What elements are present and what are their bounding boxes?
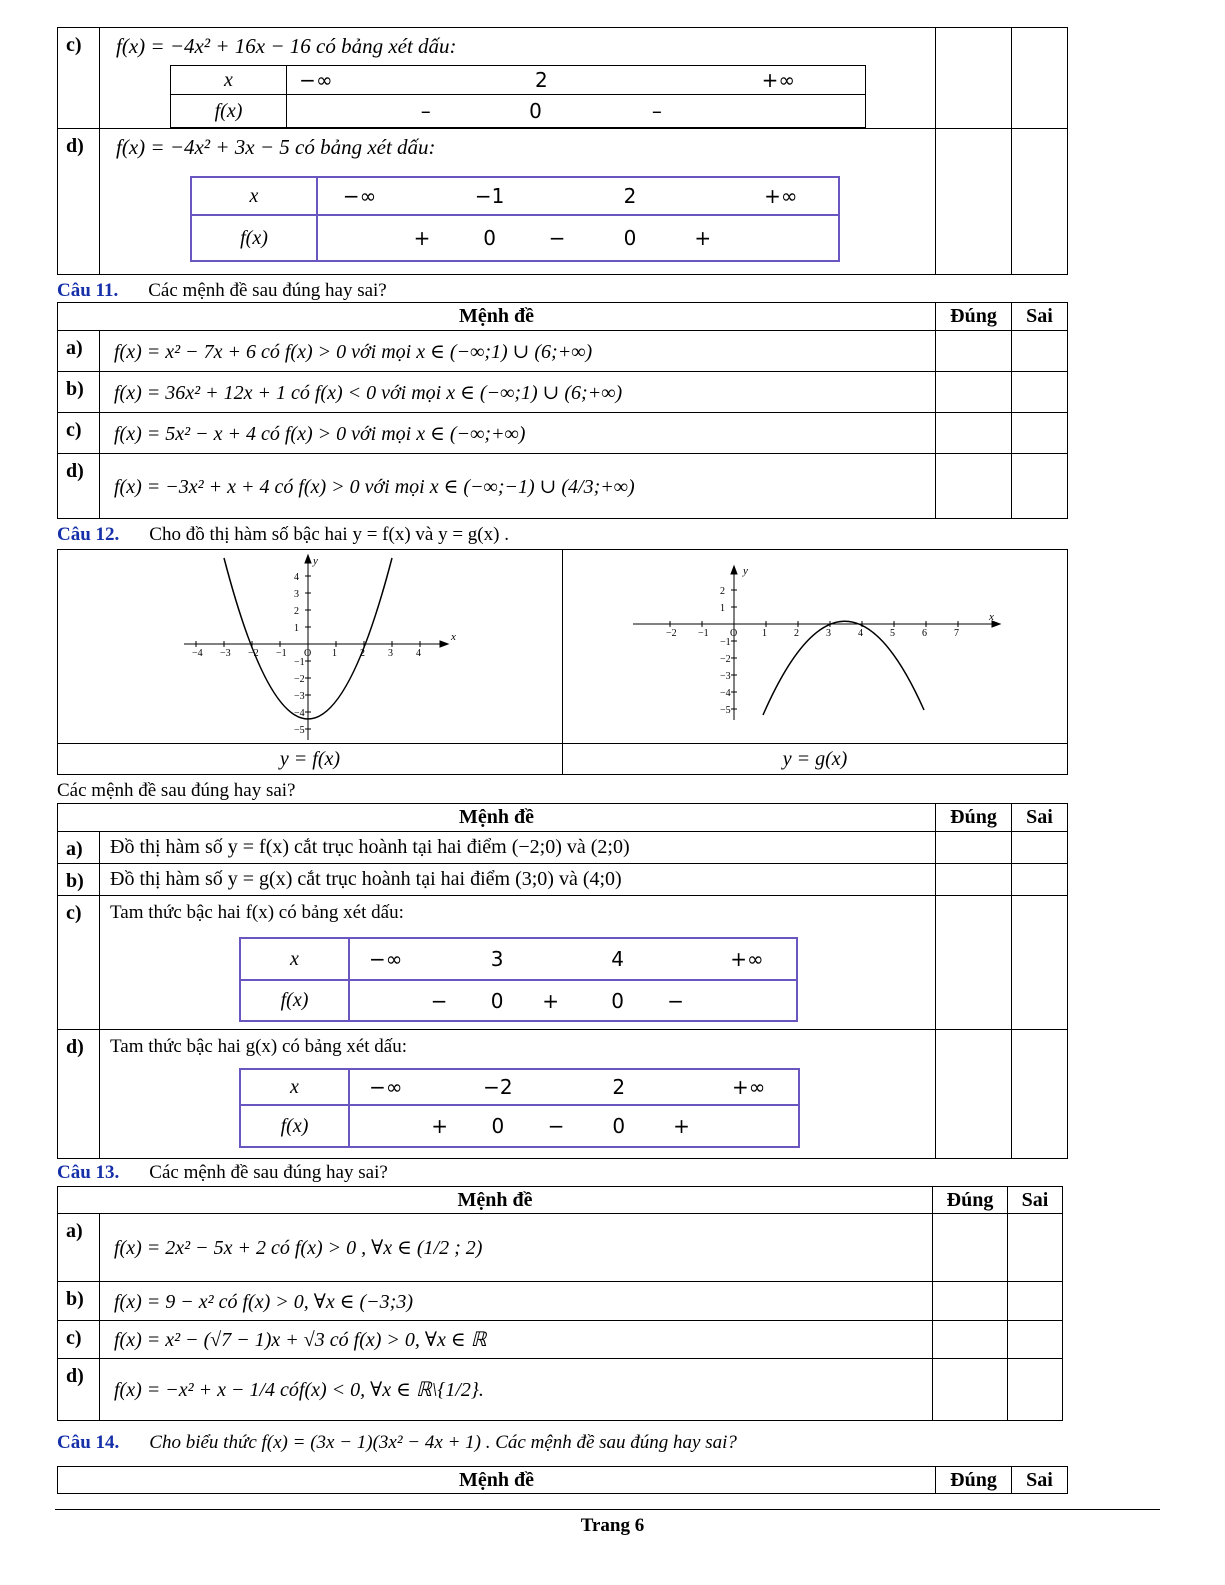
header-true: Đúng	[936, 303, 1012, 331]
x-tick-label: 1	[762, 628, 767, 639]
x-header: x	[171, 66, 287, 95]
true-cell[interactable]	[936, 28, 1012, 129]
sign-value: 0	[491, 1114, 505, 1138]
question-prompt: Các mệnh đề sau đúng hay sai?	[148, 280, 387, 301]
x-header: x	[240, 938, 349, 980]
graph-g	[563, 550, 1066, 744]
header-false: Sai	[1012, 804, 1068, 832]
x-value: −∞	[299, 68, 333, 92]
false-cell[interactable]	[1012, 864, 1068, 896]
graph-g-caption: y = g(x)	[563, 744, 1068, 775]
x-value: 3	[490, 947, 504, 971]
x-value: −∞	[368, 947, 403, 971]
x-tick-label: 6	[922, 628, 927, 639]
row-label: a)	[58, 832, 100, 864]
header-false: Sai	[1012, 1467, 1068, 1494]
true-cell[interactable]	[933, 1321, 1008, 1359]
row-label: b)	[58, 1282, 100, 1321]
true-cell[interactable]	[936, 372, 1012, 413]
x-tick-label: −1	[698, 628, 709, 639]
sign-value: −	[547, 1114, 565, 1138]
true-cell[interactable]	[933, 1359, 1008, 1421]
graph-f	[58, 550, 561, 744]
y-tick-label: −3	[720, 671, 731, 682]
sign-table-q12d	[239, 1068, 800, 1148]
question-number: Câu 14.	[57, 1432, 120, 1453]
false-cell[interactable]	[1012, 28, 1068, 129]
statement-text: f(x) = 2x² − 5x + 2 có f(x) > 0 , ∀x ∈ (1/2 ; 2)	[100, 1214, 933, 1282]
y-tick-label: −4	[720, 688, 731, 699]
q13-table	[57, 1186, 1063, 1421]
x-value: −2	[483, 1075, 513, 1099]
sign-value: 0	[483, 226, 496, 250]
row-label: b)	[58, 864, 100, 896]
row-label: c)	[58, 896, 100, 1030]
y-tick-label: 4	[294, 572, 299, 583]
x-value: 4	[611, 947, 624, 971]
table-row	[58, 28, 1068, 129]
statement-text: f(x) = x² − 7x + 6 có f(x) > 0 với mọi x ∈ (−∞;1) ∪ (6;+∞)	[100, 331, 936, 372]
page-number: Trang 6	[580, 1515, 645, 1536]
sign-value: –	[420, 99, 431, 123]
x-tick-label: 2	[360, 648, 365, 659]
true-cell[interactable]	[933, 1282, 1008, 1321]
sign-value: +	[542, 988, 560, 1013]
sign-value: +	[431, 1114, 448, 1138]
y-tick-label: −1	[294, 657, 305, 668]
sign-value: 0	[623, 226, 637, 250]
false-cell[interactable]	[1008, 1282, 1063, 1321]
question-number: Câu 11.	[57, 280, 119, 301]
row-label: d)	[58, 129, 100, 275]
sign-value: 0	[612, 1114, 626, 1138]
x-value: 2	[623, 184, 637, 208]
x-tick-label: −2	[666, 628, 677, 639]
question-prompt: Cho biểu thức f(x) = (3x − 1)(3x² − 4x + 1) . Các mệnh đề sau đúng hay sai?	[149, 1432, 737, 1453]
x-value: −∞	[342, 184, 377, 208]
x-header: x	[240, 1069, 349, 1105]
statement-text: f(x) = −x² + x − 1/4 cóf(x) < 0, ∀x ∈ ℝ\{1/2}.	[100, 1359, 933, 1421]
y-tick-label: −5	[720, 705, 731, 716]
row-label: d)	[58, 1030, 100, 1159]
false-cell[interactable]	[1008, 1214, 1063, 1282]
y-tick-label: 2	[720, 586, 725, 597]
x-value: −1	[474, 184, 505, 208]
sign-value: 0	[529, 99, 542, 123]
table-row	[58, 1214, 1063, 1282]
false-cell[interactable]	[1008, 1359, 1063, 1421]
q11-table	[57, 302, 1068, 519]
y-tick-label: −1	[720, 637, 731, 648]
false-cell[interactable]	[1012, 331, 1068, 372]
header-statement: Mệnh đề	[58, 1467, 936, 1494]
sign-value: +	[413, 226, 431, 250]
question-heading	[57, 524, 509, 546]
true-cell[interactable]	[936, 896, 1012, 1030]
true-cell[interactable]	[936, 413, 1012, 454]
x-value: 2	[612, 1075, 626, 1099]
y-axis-label: y	[743, 565, 748, 577]
x-value: 2	[534, 68, 548, 92]
header-statement: Mệnh đề	[58, 804, 936, 832]
true-cell[interactable]	[933, 1214, 1008, 1282]
x-tick-label: 1	[332, 648, 337, 659]
question-prompt-2: Các mệnh đề sau đúng hay sai?	[57, 780, 296, 801]
sign-table-q10c	[170, 65, 866, 128]
sign-table-q10d	[190, 176, 840, 262]
y-tick-label: 2	[294, 606, 299, 617]
row-label: c)	[58, 1321, 100, 1359]
statement-text: Đồ thị hàm số y = f(x) cắt trục hoành tại hai điểm (−2;0) và (2;0)	[100, 832, 936, 864]
statement-text: Tam thức bậc hai f(x) có bảng xét dấu:	[110, 902, 404, 923]
y-axis-arrow	[305, 555, 311, 563]
x-tick-label: 2	[794, 628, 799, 639]
header-statement: Mệnh đề	[58, 303, 936, 331]
x-tick-label: 3	[826, 628, 831, 639]
x-tick-label: −2	[248, 648, 259, 659]
table-row	[58, 454, 1068, 519]
false-cell[interactable]	[1012, 372, 1068, 413]
table-row	[58, 864, 1068, 896]
true-cell[interactable]	[936, 454, 1012, 519]
true-cell[interactable]	[936, 129, 1012, 275]
row-label: c)	[58, 413, 100, 454]
table-row	[58, 1030, 1068, 1159]
false-cell[interactable]	[1012, 896, 1068, 1030]
y-tick-label: −3	[294, 691, 305, 702]
x-value: +∞	[732, 1075, 766, 1099]
question-number: Câu 13.	[57, 1162, 120, 1183]
f-header: f(x)	[171, 95, 287, 128]
table-row	[58, 1321, 1063, 1359]
statement-text: f(x) = 9 − x² có f(x) > 0, ∀x ∈ (−3;3)	[100, 1282, 933, 1321]
statement-text: f(x) = 36x² + 12x + 1 có f(x) < 0 với mọi x ∈ (−∞;1) ∪ (6;+∞)	[100, 372, 936, 413]
header-statement: Mệnh đề	[58, 1187, 933, 1214]
question-prompt: Các mệnh đề sau đúng hay sai?	[149, 1162, 388, 1183]
graph-g-cell	[563, 550, 1068, 744]
x-axis-label: x	[451, 631, 456, 643]
question-prompt: Cho đồ thị hàm số bậc hai y = f(x) và y = g(x) .	[149, 524, 509, 545]
x-tick-label: 4	[416, 648, 421, 659]
row-label: d)	[58, 454, 100, 519]
x-tick-label: 7	[954, 628, 959, 639]
y-tick-label: −4	[294, 708, 305, 719]
sign-value: −	[548, 226, 566, 250]
row-label: d)	[58, 1359, 100, 1421]
x-value: +∞	[730, 947, 764, 971]
question-heading	[57, 1162, 388, 1184]
row-label: a)	[58, 331, 100, 372]
sign-value: –	[651, 99, 662, 123]
x-value: +∞	[764, 184, 798, 208]
table-row	[58, 413, 1068, 454]
x-tick-label: 3	[388, 648, 393, 659]
question-heading	[57, 280, 387, 302]
header-false: Sai	[1008, 1187, 1063, 1214]
y-tick-label: 1	[294, 623, 299, 634]
sign-value: 0	[490, 988, 504, 1013]
y-tick-label: −5	[294, 725, 305, 736]
false-cell[interactable]	[1012, 413, 1068, 454]
statement-text: f(x) = −3x² + x + 4 có f(x) > 0 với mọi x ∈ (−∞;−1) ∪ (4/3;+∞)	[100, 454, 936, 519]
f-header: f(x)	[240, 1105, 349, 1147]
false-cell[interactable]	[1012, 1030, 1068, 1159]
y-axis-arrow	[731, 566, 737, 574]
table-row	[58, 129, 1068, 275]
statement-text: f(x) = 5x² − x + 4 có f(x) > 0 với mọi x ∈ (−∞;+∞)	[100, 413, 936, 454]
table-row	[58, 832, 1068, 864]
table-row	[58, 1282, 1063, 1321]
x-value: +∞	[761, 68, 796, 92]
y-axis-label: y	[313, 555, 318, 567]
q12-table	[57, 803, 1068, 1159]
sign-table-q12c	[239, 937, 798, 1022]
table-row	[58, 896, 1068, 1030]
x-tick-label: 5	[890, 628, 895, 639]
header-true: Đúng	[936, 804, 1012, 832]
q12-graphs-table	[57, 549, 1068, 775]
y-tick-label: 3	[294, 589, 299, 600]
table-row	[58, 372, 1068, 413]
x-tick-label: 4	[858, 628, 863, 639]
graph-f-caption: y = f(x)	[58, 744, 563, 775]
true-cell[interactable]	[936, 832, 1012, 864]
statement-text: f(x) = −4x² + 3x − 5 có bảng xét dấu:	[116, 135, 436, 159]
row-label: c)	[58, 28, 100, 129]
sign-value: −	[667, 988, 684, 1013]
statement-text: f(x) = −4x² + 16x − 16 có bảng xét dấu:	[116, 34, 457, 58]
x-tick-label: −1	[276, 648, 287, 659]
question-number: Câu 12.	[57, 524, 120, 545]
header-true: Đúng	[933, 1187, 1008, 1214]
q10-table	[57, 27, 1068, 275]
f-header: f(x)	[240, 980, 349, 1021]
table-row	[58, 1359, 1063, 1421]
table-row	[58, 331, 1068, 372]
sign-value: +	[694, 226, 712, 250]
f-header: f(x)	[191, 215, 317, 261]
false-cell[interactable]	[1012, 832, 1068, 864]
false-cell[interactable]	[1008, 1321, 1063, 1359]
true-cell[interactable]	[936, 1030, 1012, 1159]
statement-text: Đồ thị hàm số y = g(x) cắt trục hoành tại hai điểm (3;0) và (4;0)	[100, 864, 936, 896]
y-tick-label: 1	[720, 603, 725, 614]
x-value: −∞	[369, 1075, 403, 1099]
row-label: b)	[58, 372, 100, 413]
question-heading	[57, 1432, 737, 1454]
x-header: x	[191, 177, 317, 215]
sign-value: +	[673, 1114, 690, 1138]
statement-text: Tam thức bậc hai g(x) có bảng xét dấu:	[110, 1036, 408, 1057]
header-false: Sai	[1012, 303, 1068, 331]
sign-value: −	[430, 988, 448, 1013]
true-cell[interactable]	[936, 331, 1012, 372]
y-tick-label: −2	[720, 654, 731, 665]
graph-f-cell	[58, 550, 563, 744]
true-cell[interactable]	[936, 864, 1012, 896]
x-tick-label: −4	[192, 648, 203, 659]
false-cell[interactable]	[1012, 129, 1068, 275]
x-axis-label: x	[989, 611, 994, 623]
q14-table	[57, 1466, 1068, 1494]
y-tick-label: −2	[294, 674, 305, 685]
parabola-g	[763, 621, 924, 715]
x-tick-label: −3	[220, 648, 231, 659]
sign-value: 0	[611, 988, 624, 1013]
x-tick-label: O	[304, 648, 312, 659]
x-axis-arrow	[440, 641, 448, 647]
x-tick-label: O	[730, 628, 738, 639]
footer-rule	[55, 1509, 1160, 1510]
row-label: a)	[58, 1214, 100, 1282]
header-true: Đúng	[936, 1467, 1012, 1494]
statement-text: f(x) = x² − (√7 − 1)x + √3 có f(x) > 0, ∀x ∈ ℝ	[100, 1321, 933, 1359]
false-cell[interactable]	[1012, 454, 1068, 519]
